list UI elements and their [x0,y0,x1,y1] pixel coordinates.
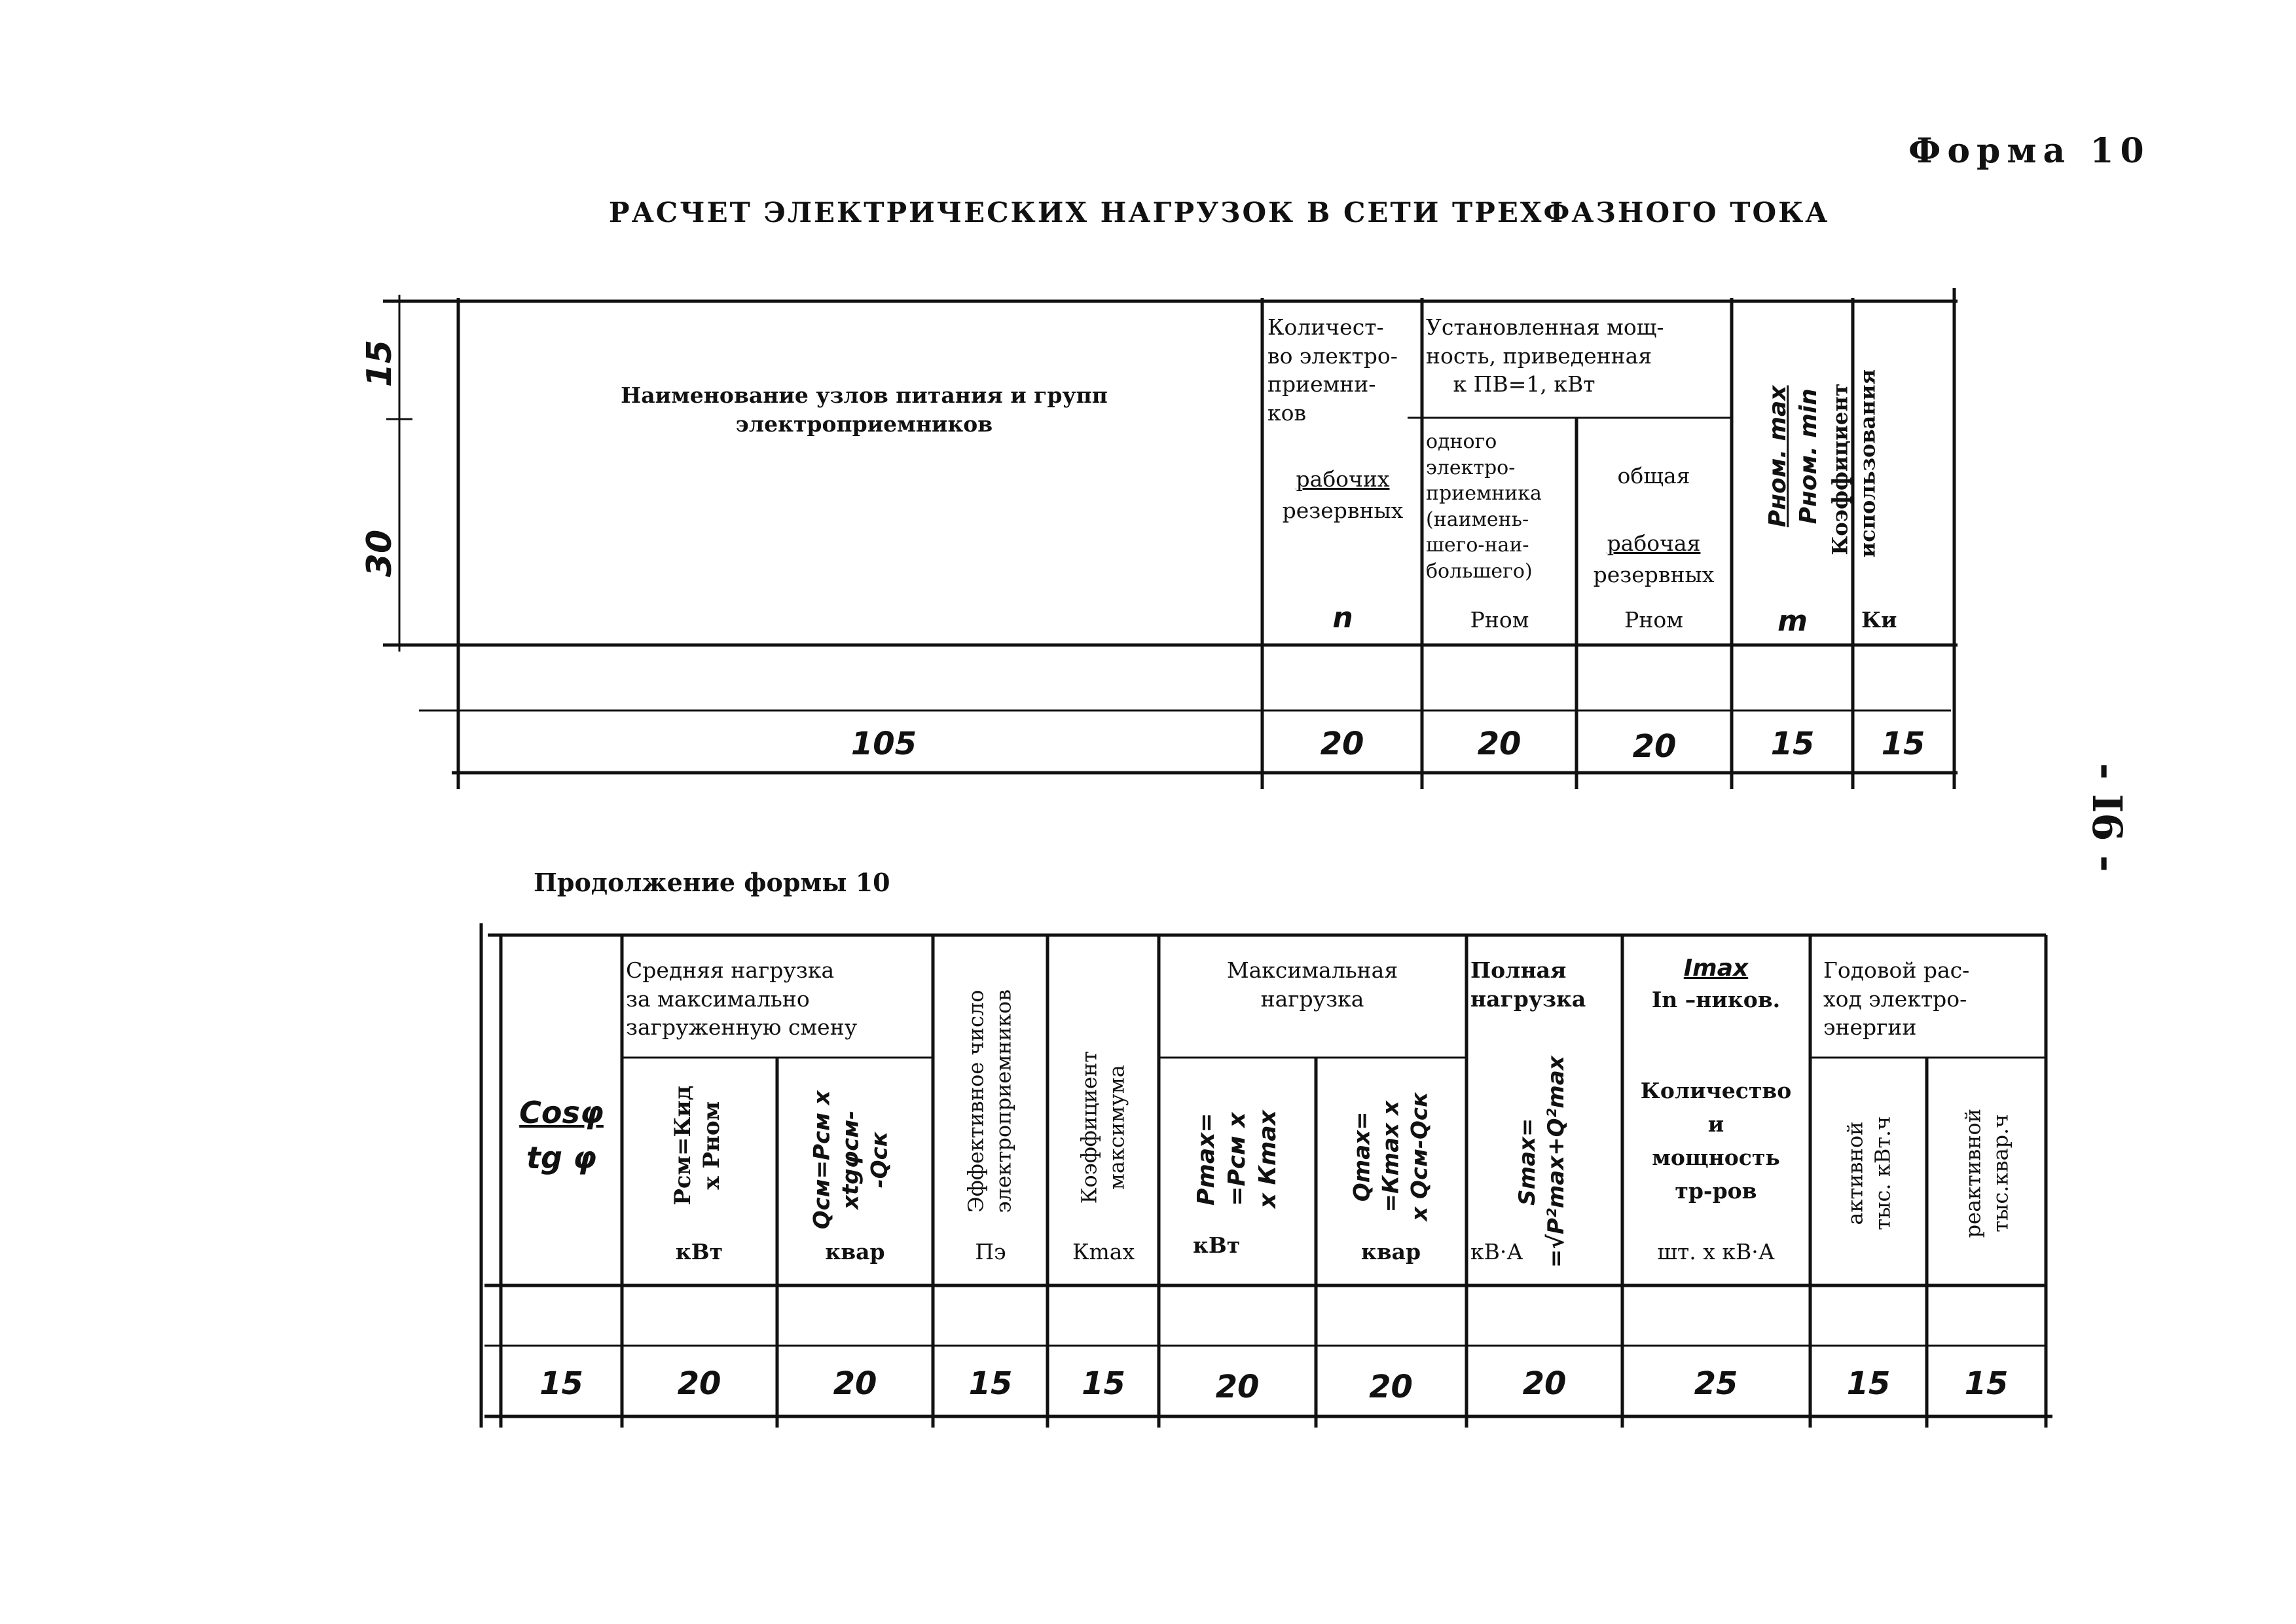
name-header: Наименование узлов питания и групп электроприемников [621,382,1108,437]
col-width: 15 [1881,726,1925,762]
max-p-formula: Рmax= =Рсм x x Кmax [1192,1110,1281,1209]
ratio-label: Рном. max Рном. min [1764,385,1822,528]
avg-q-formula: Qсм=Рсм x xtgφсм- -Qск [809,1090,894,1230]
continuation-label: Продолжение формы 10 [534,868,890,897]
col-width: 20 [1215,1369,1260,1405]
col-width: 20 [1477,726,1522,762]
utilization-symbol: Ки [1861,607,1897,633]
col-width: 20 [1369,1369,1413,1405]
utilization-label: Коэффициент использования [1827,369,1880,558]
total-reserve: резервных [1593,562,1715,587]
max-q-formula: Qmax= =Кmax x x Qсм-Qск [1349,1092,1434,1221]
avg-q-unit: квар [825,1239,885,1264]
col-width: 20 [1632,728,1677,765]
count-working: рабочих [1296,466,1390,492]
row-dim-30: 30 [360,529,399,578]
max-load-header: Максимальная нагрузка [1226,957,1398,1012]
col-width: 105 [850,726,917,762]
avg-load-header: Средняя нагрузка за максимально загруженную смену [626,957,858,1041]
installed-power-header: Установленная мощ- ность, приведенная к ПВ=1, кВт [1426,314,1664,397]
current-ratio-top: Imax [1683,955,1749,982]
col-width: 15 [1082,1365,1125,1402]
col-width: 20 [1320,726,1364,762]
col-width: 15 [1964,1365,2009,1402]
effective-count-label: Эффективное число электроприемников [963,989,1015,1213]
single-receiver-symbol: Рном [1470,607,1529,633]
col-width: 20 [1522,1365,1567,1402]
total-symbol: Рном [1624,607,1683,633]
total-label: общая [1617,463,1690,489]
annual-energy-header: Годовой рас- ход электро- энергии [1823,957,1970,1041]
col-width: 25 [1694,1365,1738,1402]
row-dim-15: 15 [360,339,399,388]
max-q-unit: квар [1360,1239,1421,1264]
transformers-label: Количество и мощность тр-ров [1640,1078,1792,1204]
full-load-header: Полная нагрузка [1470,957,1586,1012]
full-load-unit: кВ·А [1470,1239,1523,1264]
total-working: рабочая [1607,530,1701,556]
cos-phi-label: Cosφ tg φ [519,1095,604,1175]
col-width: 20 [833,1365,877,1402]
single-receiver-label: одного электро- приемника (наимень- шего-наи- большего) [1426,430,1542,583]
max-p-unit: кВт [1193,1232,1241,1258]
col-width: 20 [677,1365,721,1402]
avg-p-unit: кВт [675,1239,723,1264]
col-width: 15 [968,1365,1013,1402]
page-title: РАСЧЕТ ЭЛЕКТРИЧЕСКИХ НАГРУЗОК В СЕТИ ТРЕХФАЗНОГО ТОКА [609,196,1830,229]
col-width: 15 [1846,1365,1891,1402]
avg-p-formula: Рсм=Кид x Рном [669,1085,725,1206]
count-symbol: n [1332,601,1353,635]
transformers-unit: шт. x кВ·А [1657,1239,1775,1264]
max-coef-label: Коэффициент максимума [1076,1050,1129,1204]
col-width: 15 [1770,726,1815,762]
count-header: Количест- во электро- приемни- ков [1267,314,1398,426]
count-reserve: резервных [1282,498,1404,523]
page-number: - I6 - [2083,763,2131,872]
current-ratio-bottom: In –ников. [1651,987,1781,1012]
max-coef-symbol: Кmax [1072,1239,1135,1264]
ratio-symbol: m [1777,604,1808,638]
effective-count-symbol: Пэ [975,1239,1006,1264]
col-width: 15 [539,1365,583,1402]
annual-reactive: реактивной тыс.квар.ч [1960,1108,2013,1238]
annual-active: активной тыс. кВт.ч [1842,1116,1895,1230]
form-label: Форма 10 [1908,131,2151,171]
full-load-formula: Smax= =√P²max+Q²max [1514,1056,1569,1268]
